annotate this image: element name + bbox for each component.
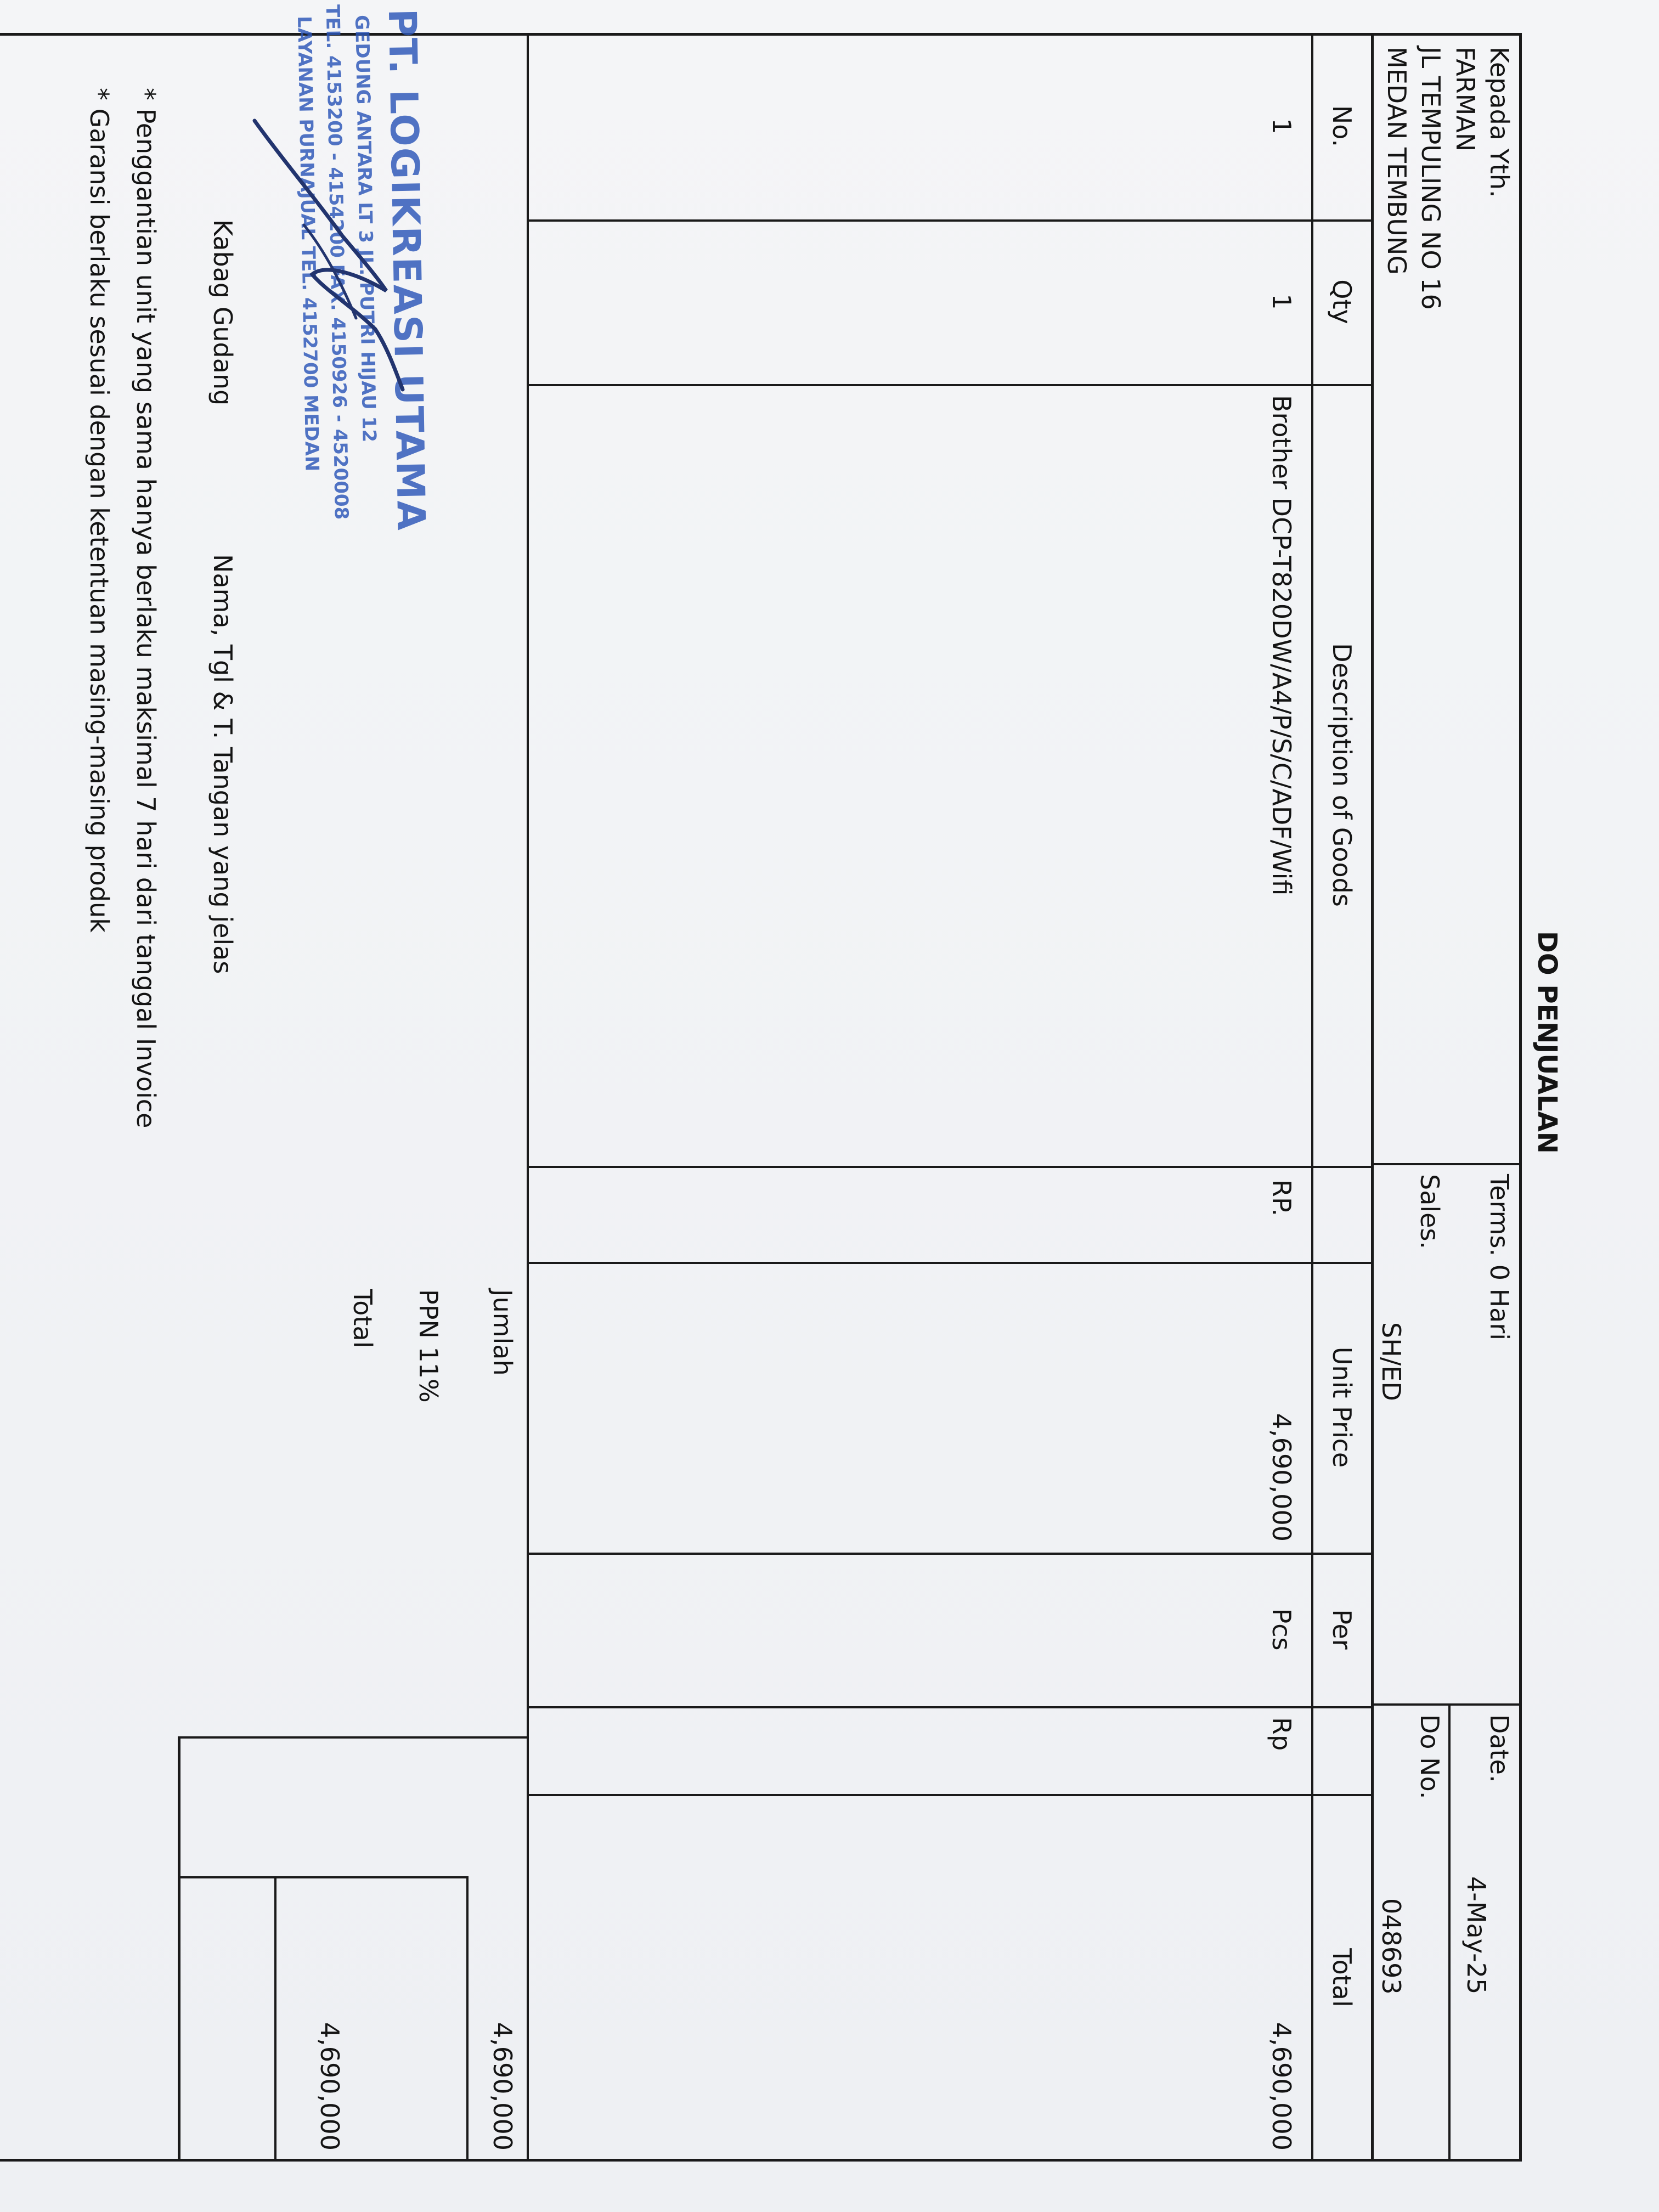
summary-divider-1	[466, 1876, 469, 2162]
recipient-address2: MEDAN TEMBUNG	[1382, 47, 1412, 275]
recipient-address1: JL TEMPULING NO 16	[1416, 47, 1446, 310]
terms-text: Terms. 0 Hari	[1485, 1174, 1514, 1341]
col-divider-currency	[529, 1262, 1374, 1264]
jumlah-value: 4,690,000	[488, 2022, 517, 2151]
do-no-label: Do No.	[1415, 1714, 1444, 1799]
header-divider-left	[1374, 1163, 1522, 1165]
header-description: Description of Goods	[1327, 643, 1357, 907]
header-unit-price: Unit Price	[1327, 1346, 1357, 1468]
summary-total-label: Total	[348, 1289, 377, 1348]
jumlah-label: Jumlah	[488, 1289, 517, 1376]
stamp-line2: TEL. 4153200 - 4154200 FAX. 4150926 - 4520008	[321, 4, 353, 520]
footer-note-2: * Garansi berlaku sesuai dengan ketentuan masing-masing produk	[84, 88, 114, 933]
signature-note: Nama, Tgl & T. Tangan yang jelas	[208, 554, 238, 974]
col-divider-unitprice	[529, 1553, 1374, 1555]
date-do-divider	[1448, 1703, 1451, 2162]
footer-note-1: * Penggantian unit yang sama hanya berlaku maksimal 7 hari dari tanggal Invoice	[131, 88, 161, 1128]
header-divider-right	[1374, 1703, 1522, 1706]
summary-box-left	[178, 1736, 529, 1739]
date-label: Date.	[1485, 1714, 1514, 1783]
recipient-label: Kepada Yth.	[1485, 47, 1514, 198]
header-total: Total	[1327, 1948, 1357, 2007]
stamp-company: PT. LOGIKREASI UTAMA	[379, 8, 434, 532]
row-total-currency: Rp	[1267, 1717, 1296, 1751]
table-header-divider	[1311, 33, 1313, 2162]
col-divider-qty	[529, 384, 1374, 386]
col-divider-desc	[529, 1166, 1374, 1168]
row-per: Pcs	[1267, 1608, 1296, 1651]
header-qty: Qty	[1327, 279, 1357, 324]
header-no: No.	[1327, 105, 1357, 148]
header-per: Per	[1327, 1609, 1357, 1650]
kabag-gudang-label: Kabag Gudang	[208, 219, 238, 406]
summary-box-bottom	[178, 1736, 180, 2162]
summary-divider-2	[180, 1876, 469, 1878]
row-unit-price: 4,690,000	[1267, 1413, 1296, 1542]
row-currency: RP.	[1267, 1180, 1296, 1217]
do-no-value: 048693	[1376, 1898, 1406, 1995]
row-no: 1	[1267, 118, 1296, 134]
summary-total-value: 4,690,000	[315, 2022, 345, 2151]
row-description: Brother DCP-T820DW/A4/P/S/C/ADF/Wifi	[1267, 395, 1296, 896]
stamp-line1: GEDUNG ANTARA LT 3 JL. PUTRI HIJAU 12	[351, 14, 380, 443]
col-divider-per	[529, 1706, 1374, 1708]
row-total: 4,690,000	[1267, 2022, 1296, 2151]
document-title: DO PENJUALAN	[1532, 931, 1562, 1154]
sales-value: SH/ED	[1376, 1322, 1406, 1401]
handwritten-signature	[233, 110, 408, 395]
col-divider-totalcur	[529, 1794, 1374, 1796]
summary-divider-3	[274, 1876, 276, 2162]
recipient-name: FARMAN	[1451, 47, 1480, 152]
date-value: 4-May-25	[1462, 1876, 1491, 1995]
stamp-line3: LAYANAN PURNAJUAL TEL. 4152700 MEDAN	[293, 15, 323, 472]
sales-label: Sales.	[1415, 1174, 1444, 1250]
row-qty: 1	[1267, 294, 1296, 310]
table-bottom-line	[527, 33, 529, 2162]
header-divider	[1371, 33, 1374, 2162]
col-divider-no	[529, 219, 1374, 222]
ppn-label: PPN 11%	[414, 1289, 443, 1403]
